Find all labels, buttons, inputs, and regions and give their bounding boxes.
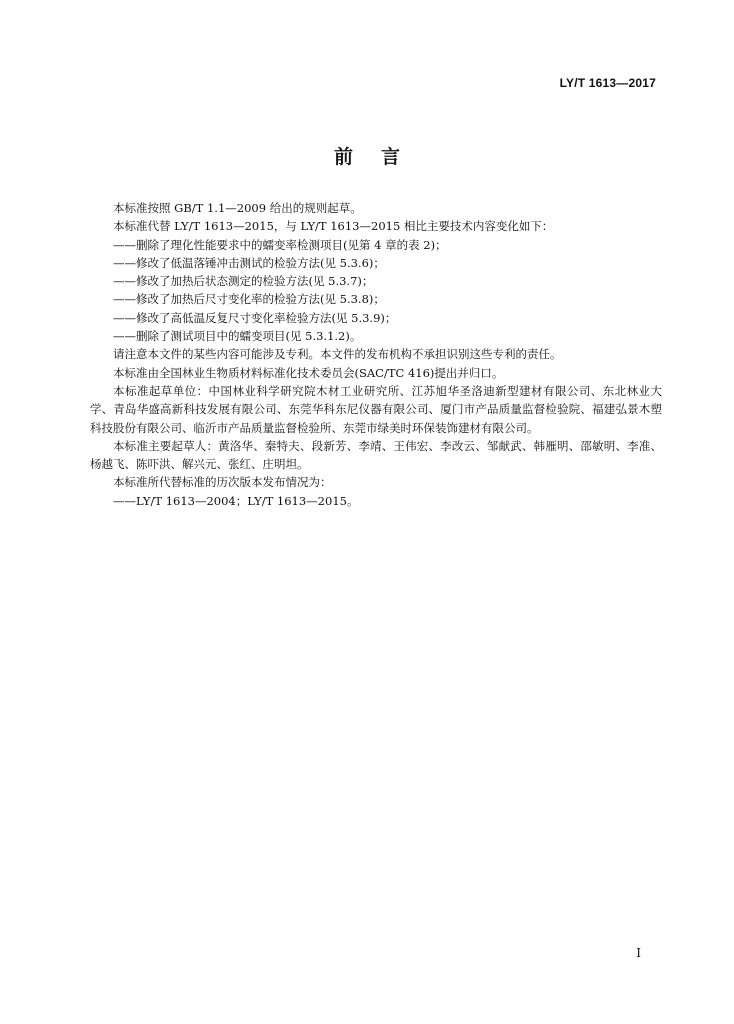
page-number: I [636, 946, 641, 960]
page-title: 前言 [333, 146, 428, 168]
change-item: ——修改了高低温反复尺寸变化率检验方法(见 5.3.9)； [113, 310, 397, 325]
proposed-by-paragraph: 本标准由全国林业生物质材料标准化技术委员会(SAC/TC 416)提出并归口。 [113, 365, 504, 380]
patent-notice-paragraph: 请注意本文件的某些内容可能涉及专利。本文件的发布机构不承担识别这些专利的责任。 [113, 347, 562, 362]
standard-code: LY/T 1613—2017 [559, 76, 656, 90]
change-item: ——修改了加热后状态测定的检验方法(见 5.3.7)； [113, 274, 374, 289]
document-body [90, 199, 662, 510]
drafters-paragraph: 本标准主要起草人：黄洛华、秦特夫、段新芳、李靖、王伟宏、李改云、邹献武、韩雁明、邵敏明、李准、杨越飞、陈吓洪、解兴元、张红、庄明坦。 [90, 438, 662, 472]
history-intro-paragraph: 本标准所代替标准的历次版本发布情况为： [113, 475, 332, 490]
change-item: ——修改了加热后尺寸变化率的检验方法(见 5.3.8)； [113, 292, 385, 307]
change-item: ——修改了低温落锤冲击测试的检验方法(见 5.3.6)； [113, 255, 385, 270]
changes-list [90, 236, 662, 346]
history-versions-item: ——LY/T 1613—2004；LY/T 1613—2015。 [113, 493, 359, 508]
drafting-units-paragraph: 本标准起草单位：中国林业科学研究院木材工业研究所、江苏旭华圣洛迪新型建材有限公司、东北林业大学、青岛华盛高新科技发展有限公司、东莞华科东尼仪器有限公司、厦门市产品质量监督检验院、福建弘景木塑科技股份有限公司、临沂市产品质量监督检验所、东莞市绿美时环保装饰建材有限公司。 [90, 383, 662, 435]
drafting-rules-paragraph: 本标准按照 GB/T 1.1—2009 给出的规则起草。 [113, 201, 362, 215]
change-item: ——删除了测试项目中的蠕变项目(见 5.3.1.2)。 [113, 329, 362, 344]
replaces-paragraph: 本标准代替 LY/T 1613—2015，与 LY/T 1613—2015 相比主要技术内容变化如下： [113, 219, 554, 234]
change-item: ——删除了理化性能要求中的蠕变率检测项目(见第 4 章的表 2)； [113, 237, 447, 252]
